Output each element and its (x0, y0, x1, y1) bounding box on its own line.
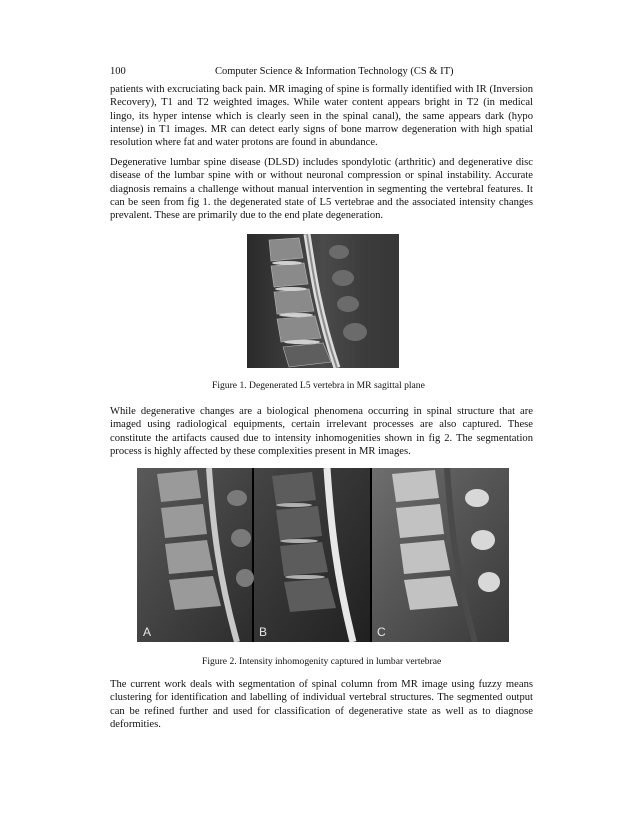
paragraph-4: The current work deals with segmentation of spinal column from MR image using fuzzy means clustering for identification and labelling of individual vertebral structures. The segmented output can be refined further and used for classification of degenerative state as well as to diagnose deformities. (110, 679, 533, 730)
paragraph-3: While degenerative changes are a biological phenomena occurring in spinal structure that are imaged using radiological equipments, certain irrelevant processes are also captured. These constitute the artifacts caused due to intensity inhomogenities shown in fig 2. The segmentation process is highly affected by these complexities present in MR images. (110, 406, 533, 457)
panel-label-a: A (143, 625, 152, 639)
panel-b-image (254, 468, 370, 642)
panel-c-image (372, 468, 509, 642)
panel-label-b: B (259, 625, 268, 639)
page-number: 100 (110, 66, 126, 77)
paragraph-1: patients with excruciating back pain. MR imaging of spine is formally identified with IR (Inversion Recovery), T1 and T2 weighted images. While water content appears bright in T2 (in medical lingo, its hyper intense which is clearly seen in the spinal canal), the same appears dark (hypo intense) in T1 images. MR can detect early signs of bone marrow degeneration with high spatial resolution where fat and water protons are found in abundance. (110, 84, 533, 149)
journal-title: Computer Science & Information Technology (CS & IT) (215, 66, 454, 77)
figure-2-caption: Figure 2. Intensity inhomogenity captured in lumbar vertebrae (202, 656, 442, 667)
figure-1-mri-image (247, 234, 399, 368)
panel-a-image (137, 468, 254, 642)
figure-2-mri-panels (137, 468, 509, 642)
figure-1-caption: Figure 1. Degenerated L5 vertebra in MR sagittal plane (212, 380, 425, 391)
paragraph-2: Degenerative lumbar spine disease (DLSD) includes spondylotic (arthritic) and degenerative disc disease of the lumbar spine with or without neuronal compression or spinal instability. Accurate diagnosis remains a challenge without manual intervention in segmenting the vertebral features. It can be seen from fig 1. the degenerated state of L5 vertebrae and the associated intensity changes prevalent. These are primarily due to the end plate degeneration. (110, 157, 533, 222)
panel-label-c: C (377, 625, 386, 639)
